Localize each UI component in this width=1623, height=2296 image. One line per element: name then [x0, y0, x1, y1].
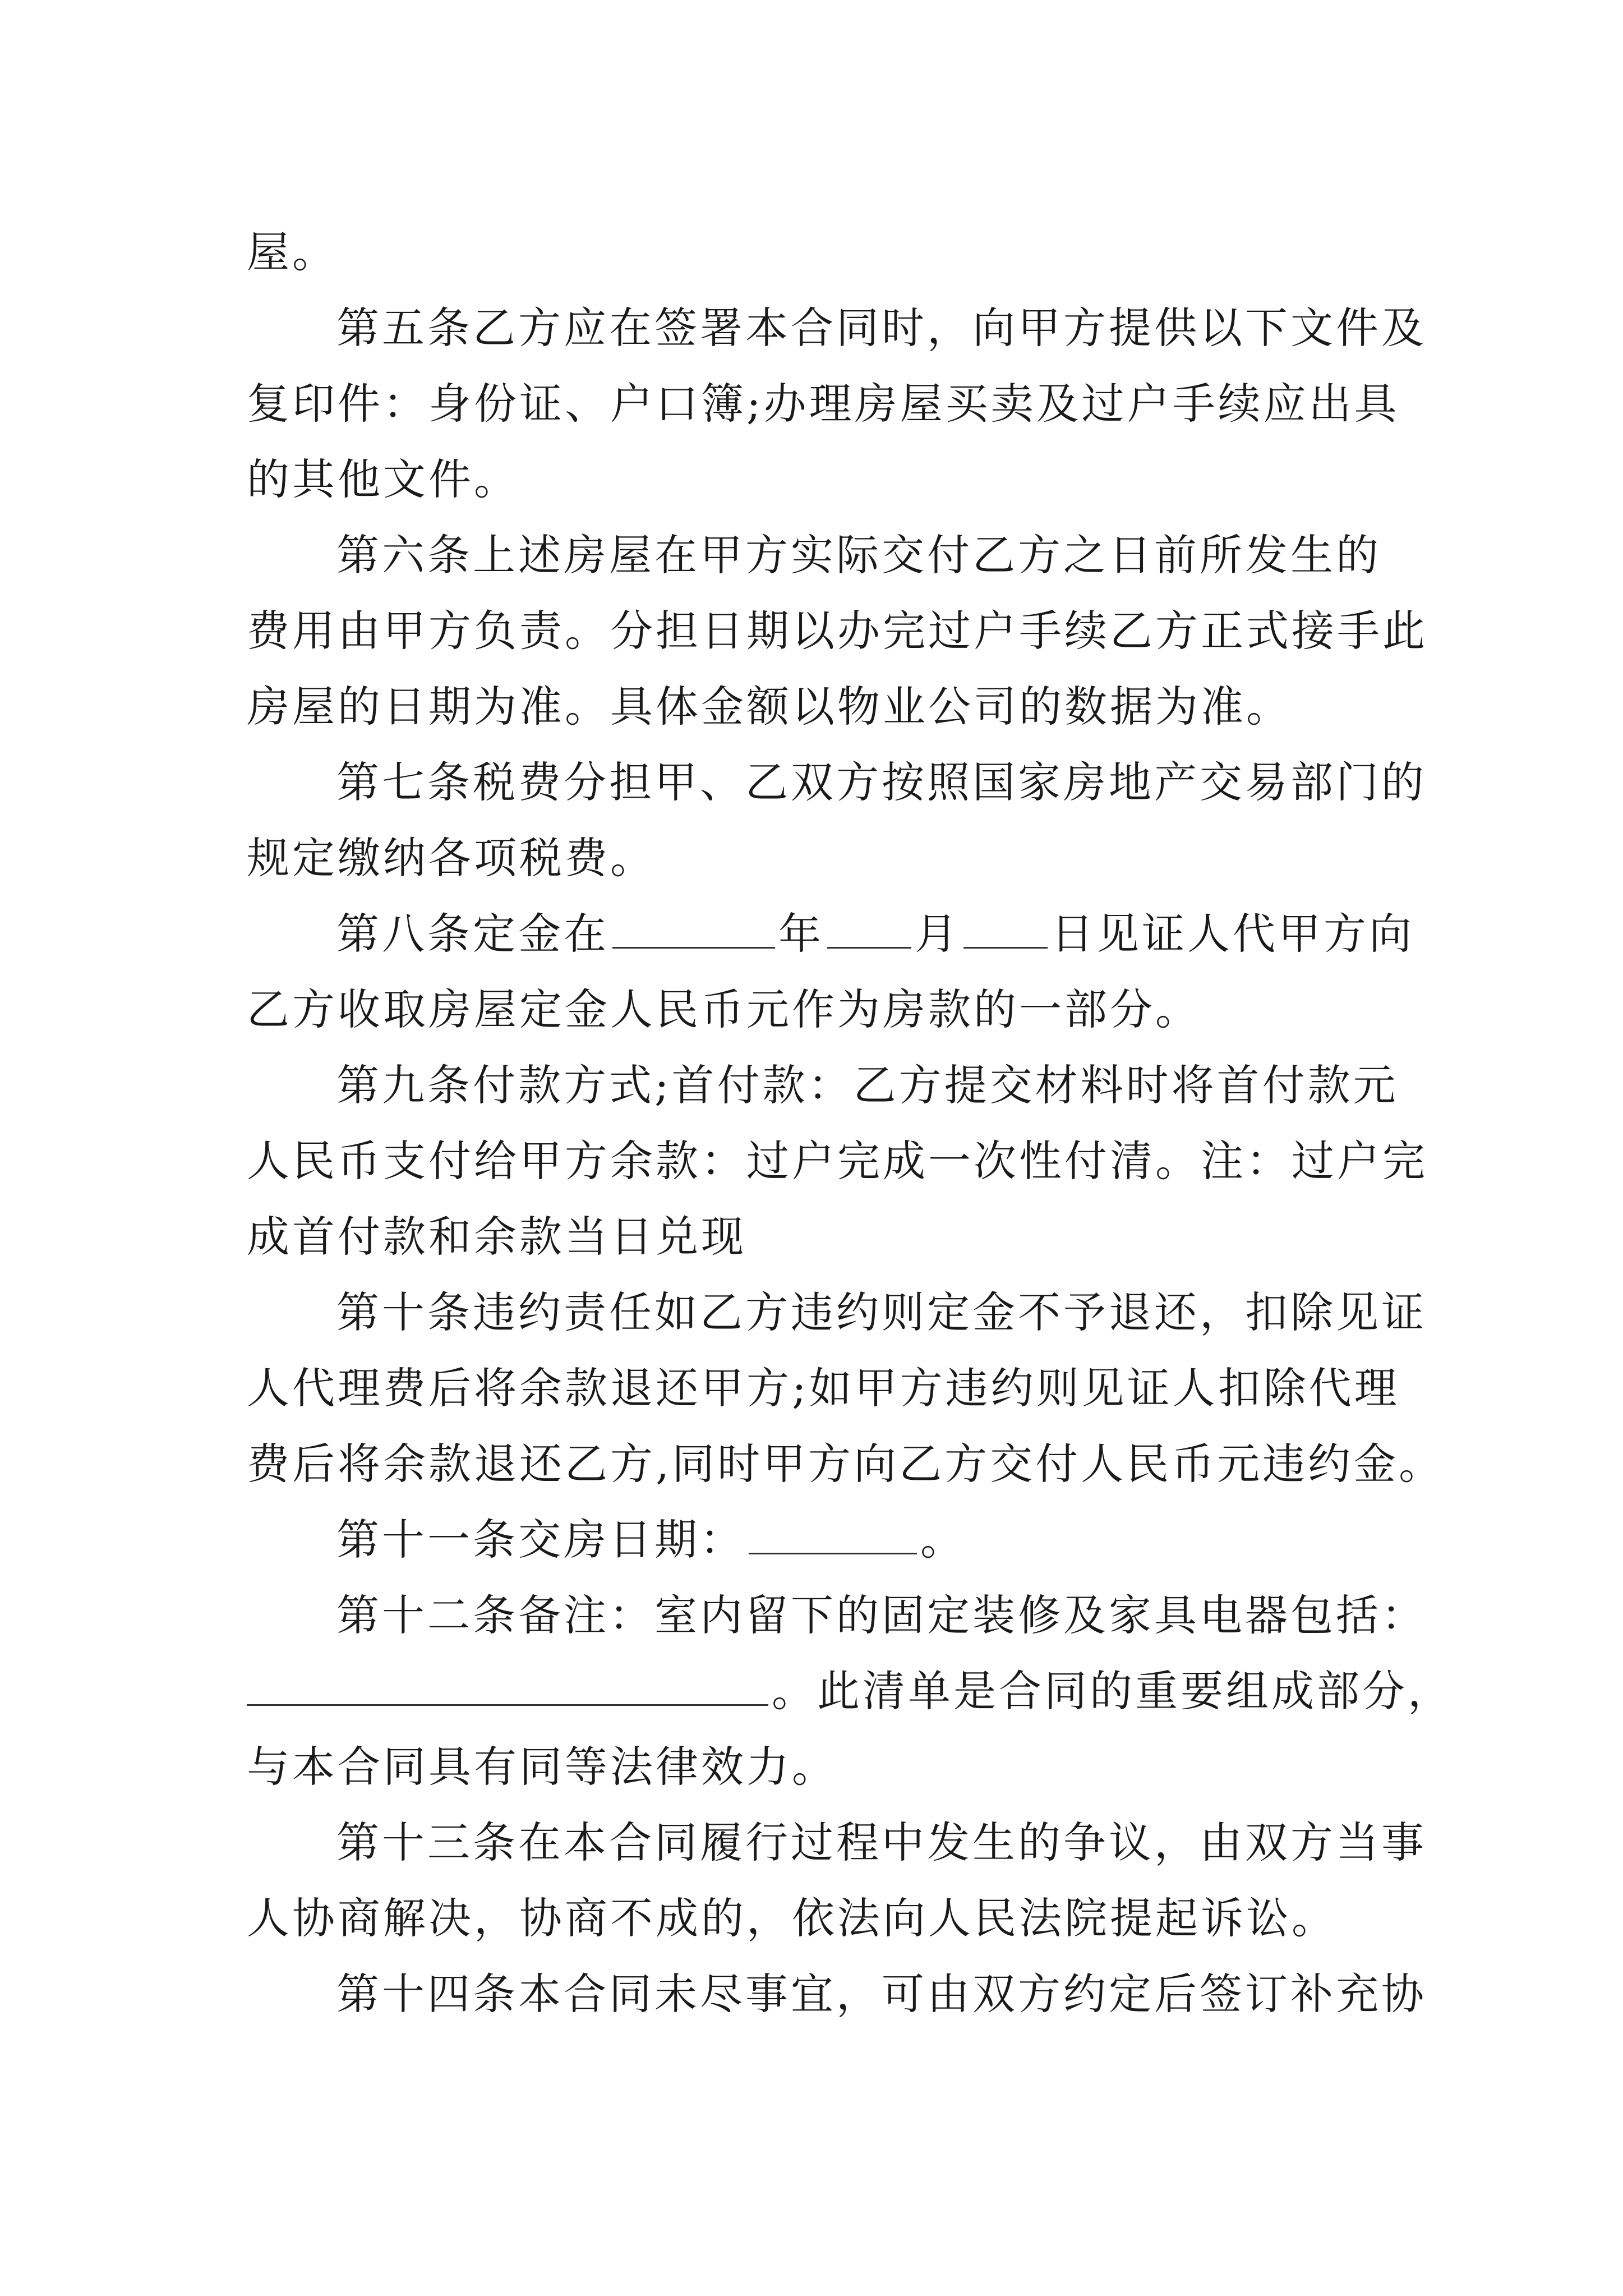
- article-8-suffix: 日见证人代甲方向: [1051, 909, 1414, 959]
- article-5-line-3: 的其他文件。: [247, 454, 519, 504]
- article-9-line-3: 成首付款和余款当日兑现: [247, 1212, 746, 1262]
- article-13-line-1: 第十三条在本合同履行过程中发生的争议，由双方当事: [336, 1818, 1427, 1867]
- day-blank: [963, 908, 1048, 949]
- article-12-line-2-text: 。此清单是合同的重要组成部分，: [772, 1666, 1453, 1716]
- article-14-line-1: 第十四条本合同未尽事宜，可由双方约定后签订补充协: [336, 1969, 1427, 2019]
- article-11-prefix: 第十一条交房日期：: [336, 1515, 745, 1565]
- month-label: 月: [915, 909, 960, 959]
- article-11-suffix: 。: [920, 1515, 966, 1565]
- handover-date-blank: [749, 1513, 917, 1554]
- article-6-line-2: 费用由甲方负责。分担日期以办完过户手续乙方正式接手此: [247, 606, 1428, 656]
- year-label: 年: [778, 909, 824, 959]
- article-9-line-2: 人民币支付给甲方余款：过户完成一次性付清。注：过户完: [247, 1136, 1428, 1186]
- text-line: 屋。: [247, 227, 338, 277]
- article-5-line-1: 第五条乙方应在签署本合同时，向甲方提供以下文件及: [336, 303, 1427, 353]
- year-blank: [612, 908, 775, 949]
- article-7-line-2: 规定缴纳各项税费。: [247, 833, 656, 883]
- article-12-line-1: 第十二条备注：室内留下的固定装修及家具电器包括：: [336, 1590, 1427, 1640]
- article-7-line-1: 第七条税费分担甲、乙双方按照国家房地产交易部门的: [336, 757, 1427, 807]
- furnishings-list-blank: [247, 1665, 768, 1706]
- article-8-line-1: [336, 892, 1414, 976]
- article-12-line-3: 与本合同具有同等法律效力。: [247, 1742, 837, 1792]
- article-12-line-2: [247, 1649, 1453, 1733]
- article-10-line-3: 费后将余款退还乙方,同时甲方向乙方交付人民币元违约金。: [247, 1439, 1445, 1489]
- article-13-line-2: 人协商解决，协商不成的，依法向人民法院提起诉讼。: [247, 1893, 1337, 1943]
- article-6-line-1: 第六条上述房屋在甲方实际交付乙方之日前所发生的: [336, 530, 1381, 580]
- article-5-line-2: 复印件：身份证、户口簿;办理房屋买卖及过户手续应出具: [247, 379, 1400, 429]
- article-10-line-1: 第十条违约责任如乙方违约则定金不予退还，扣除见证: [336, 1287, 1427, 1337]
- article-9-line-1: 第九条付款方式;首付款：乙方提交材料时将首付款元: [336, 1060, 1399, 1110]
- article-8-line-2: 乙方收取房屋定金人民币元作为房款的一部分。: [247, 984, 1201, 1034]
- article-6-line-3: 房屋的日期为准。具体金额以物业公司的数据为准。: [247, 682, 1292, 731]
- article-11-line: [336, 1498, 1391, 1582]
- article-10-line-2: 人代理费后将余款退还甲方;如甲方违约则见证人扣除代理: [247, 1363, 1400, 1413]
- month-blank: [827, 908, 911, 949]
- article-8-prefix: 第八条定金在: [336, 909, 609, 959]
